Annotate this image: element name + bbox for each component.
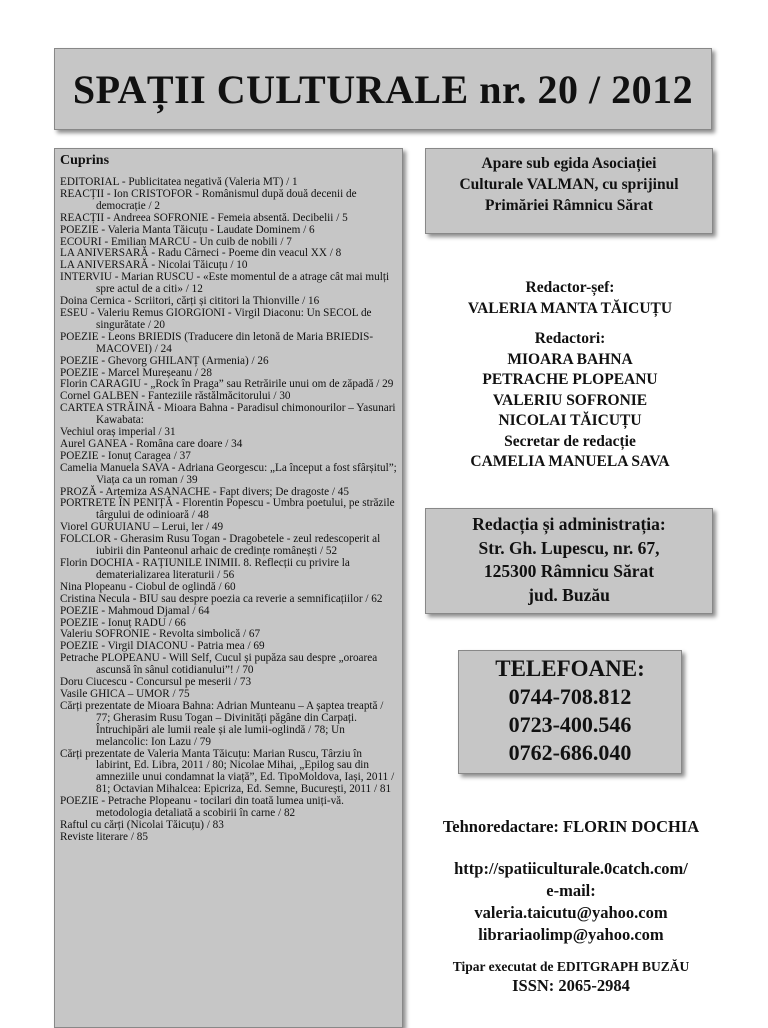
website-link[interactable]: http://spatiiculturale.0catch.com/ bbox=[454, 859, 688, 878]
address-line: jud. Buzău bbox=[528, 584, 610, 605]
address-line: Str. Gh. Lupescu, nr. 67, bbox=[478, 537, 660, 558]
table-of-contents bbox=[54, 148, 403, 1028]
toc-item: POEZIE - Ghevorg GHILANȚ (Armenia) / 26 bbox=[60, 354, 269, 367]
toc-item: Reviste literare / 85 bbox=[60, 830, 148, 843]
toc-heading: Cuprins bbox=[60, 153, 110, 168]
editor-in-chief-label: Redactor-șef: bbox=[525, 279, 615, 296]
toc-item: Cornel GALBEN - Fanteziile răstălmăcitorului / 30 bbox=[60, 390, 291, 403]
toc-item: POEZIE - Petrache Plopeanu - tocilari din toată lumea uniți-vă. metodologia detaliată a scobirii în carne / 82 bbox=[60, 795, 344, 820]
toc-item: Valeriu SOFRONIE - Revolta simbolică / 67 bbox=[60, 628, 261, 641]
editor-in-chief-name: VALERIA MANTA TĂICUȚU bbox=[467, 299, 673, 317]
toc-item: Florin DOCHIA - RAȚIUNILE INIMII. 8. Reflecții cu privire la dematerializarea literaturii / 56 bbox=[60, 557, 350, 581]
toc-item: INTERVIU - Marian RUSCU - «Este momentul de a atrage cât mai mulți spre actul de a citi» / 12 bbox=[60, 271, 390, 296]
toc-item: Petrache PLOPEANU - Will Self, Cucul și pupăza sau despre „oroarea ascunsă în sânul cotidianului”! / 70 bbox=[60, 652, 378, 677]
toc-item: FOLCLOR - Gherasim Rusu Togan - Dragobetele - zeul redescoperit al iubirii din Panteonul arhaic de credințe românești / 52 bbox=[60, 533, 381, 558]
email-link[interactable]: valeria.taicutu@yahoo.com bbox=[474, 903, 668, 922]
email-link[interactable]: librariaolimp@yahoo.com bbox=[478, 925, 664, 944]
toc-item: ECOURI - Emilian MARCU - Un cuib de nobili / 7 bbox=[60, 235, 292, 248]
toc-item: Vasile GHICA – UMOR / 75 bbox=[60, 687, 190, 700]
toc-item: REACȚII - Andreea SOFRONIE - Femeia absentă. Decibelii / 5 bbox=[60, 211, 348, 224]
toc-item: Aurel GANEA - Româna care doare / 34 bbox=[60, 437, 243, 450]
toc-item: PROZĂ - Artemiza ASANACHE - Fapt divers; De dragoste / 45 bbox=[60, 485, 349, 498]
typesetting-credit: Tehnoredactare: FLORIN DOCHIA bbox=[442, 817, 700, 836]
address-box bbox=[425, 508, 713, 614]
egida-line: Apare sub egida Asociației bbox=[481, 155, 657, 172]
toc-item: Doru Ciucescu - Concursul pe meserii / 73 bbox=[60, 676, 252, 689]
toc-item: POEZIE - Marcel Mureșeanu / 28 bbox=[60, 366, 212, 379]
toc-item: POEZIE - Ionuț Caragea / 37 bbox=[60, 449, 191, 462]
toc-item: LA ANIVERSARĂ - Nicolai Tăicuțu / 10 bbox=[60, 259, 248, 272]
toc-item: CARTEA STRĂINĂ - Mioara Bahna - Paradisul chimonourilor – Yasunari Kawabata: bbox=[60, 402, 396, 427]
masthead bbox=[54, 48, 712, 130]
phone-box bbox=[458, 650, 682, 774]
address-line: Redacția și administrația: bbox=[472, 514, 666, 534]
magazine-title: SPAȚII CULTURALE nr. 20 / 2012 bbox=[72, 66, 694, 112]
toc-item: REACȚII - Ion CRISTOFOR - Românismul după două decenii de democrație / 2 bbox=[60, 187, 357, 212]
toc-item: Doina Cernica - Scriitori, cărți și cititori la Thionville / 16 bbox=[60, 295, 320, 308]
toc-item: POEZIE - Valeria Manta Tăicuțu - Laudate Dominem / 6 bbox=[60, 223, 315, 236]
editorial-staff bbox=[420, 278, 720, 473]
egida-line: Primăriei Râmnicu Sărat bbox=[485, 197, 653, 214]
editor-name: PETRACHE PLOPEANU bbox=[482, 371, 658, 388]
toc-item: POEZIE - Ionuț RADU / 66 bbox=[60, 616, 186, 629]
toc-item: POEZIE - Mahmoud Djamal / 64 bbox=[60, 604, 210, 617]
address-line: 125300 Râmnicu Sărat bbox=[483, 561, 655, 581]
secretary-name: CAMELIA MANUELA SAVA bbox=[470, 453, 670, 470]
editors-label: Redactori: bbox=[534, 330, 606, 347]
toc-item: POEZIE - Virgil DIACONU - Patria mea / 69 bbox=[60, 640, 265, 653]
toc-item: Viorel GURUIANU – Lerui, ler / 49 bbox=[60, 521, 224, 534]
editor-name: NICOLAI TĂICUȚU bbox=[498, 412, 642, 429]
printer-credit: Tipar executat de EDITGRAPH BUZĂU bbox=[452, 959, 690, 974]
issn: ISSN: 2065-2984 bbox=[512, 976, 630, 995]
toc-item: ESEU - Valeriu Remus GIORGIONI - Virgil Diaconu: Un SECOL de singurătate / 20 bbox=[60, 306, 372, 331]
toc-item: EDITORIAL - Publicitatea negativă (Valeria MT) / 1 bbox=[60, 176, 298, 188]
phone-number: 0762-686.040 bbox=[508, 740, 632, 765]
egida-line: Culturale VALMAN, cu sprijinul bbox=[459, 176, 679, 193]
egida-box bbox=[425, 148, 713, 234]
toc-item: Florin CARAGIU - „Rock în Praga” sau Retrăirile unui om de zăpadă / 29 bbox=[60, 378, 394, 391]
editor-name: VALERIU SOFRONIE bbox=[492, 391, 648, 409]
toc-item: LA ANIVERSARĂ - Radu Cârneci - Poeme din veacul XX / 8 bbox=[60, 247, 342, 260]
toc-item: POEZIE - Leons BRIEDIS (Traducere din letonă de Maria BRIEDIS-MACOVEI) / 24 bbox=[60, 330, 374, 355]
toc-item: PORTRETE ÎN PENIȚĂ - Florentin Popescu - Umbra poetului, pe străzile târgului de odinioară / 48 bbox=[60, 497, 395, 522]
secretary-label: Secretar de redacție bbox=[504, 432, 636, 450]
toc-item: Vechiul oraș imperial / 31 bbox=[60, 426, 176, 439]
toc-item: Cristina Necula - BIU sau despre poezia ca reverie a semnificațiilor / 62 bbox=[60, 592, 383, 605]
phone-number: 0744-708.812 bbox=[508, 684, 632, 709]
toc-list bbox=[60, 177, 398, 844]
toc-item: Camelia Manuela SAVA - Adriana Georgescu: „La început a fost sfârșitul”; Viața ca un roman / 39 bbox=[60, 461, 397, 486]
credits-block bbox=[412, 816, 730, 996]
phone-number: 0723-400.546 bbox=[508, 712, 632, 737]
email-label: e-mail: bbox=[546, 881, 596, 900]
toc-item: Nina Plopeanu - Ciobul de oglindă / 60 bbox=[60, 580, 236, 593]
toc-item: Cărți prezentate de Mioara Bahna: Adrian Munteanu – A șaptea treaptă / 77; Gherasim Rusu Togan – Divinități păgâne din Carpați. Întruchipări ale lumii reale și ale lumii-oglindă / 78; Un melancolic: Ion Lazu / 79 bbox=[60, 699, 384, 748]
toc-item: Cărți prezentate de Valeria Manta Tăicuțu: Marian Ruscu, Târziu în labirint, Ed. Libra, 2011 / 80; Nicolae Mihai, „Epilog sau din amneziile unui condamnat la viață”, Ed. TipoMoldova, Iași, 2011 / 81; Octavian Mihalcea: Epicriza, Ed. Semne, București, 2011 / 81 bbox=[60, 747, 395, 796]
toc-item: Raftul cu cărți (Nicolai Tăicuțu) / 83 bbox=[60, 818, 224, 831]
phone-title: TELEFOANE: bbox=[495, 656, 645, 681]
editor-name: MIOARA BAHNA bbox=[507, 350, 633, 368]
